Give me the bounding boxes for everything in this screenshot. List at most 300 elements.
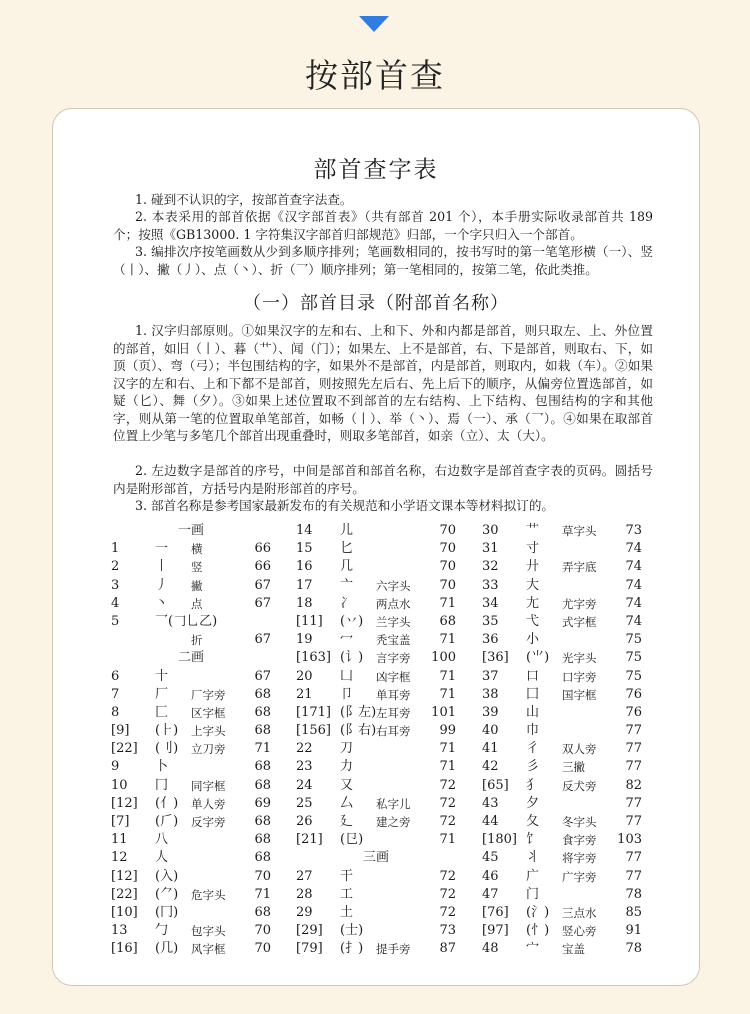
radical-number: 29 (296, 904, 313, 920)
radical-glyph: 宀 (526, 941, 540, 957)
page-number: 76 (625, 704, 642, 720)
radical-name: 六字头 (376, 578, 411, 593)
table-row (111, 540, 271, 558)
radical-name: 危字头 (191, 887, 226, 902)
page-number: 71 (439, 668, 456, 684)
radical-number: 2 (111, 559, 120, 575)
radical-name: 口字旁 (562, 669, 597, 684)
page-number: 75 (625, 650, 642, 666)
page-number: 74 (625, 577, 642, 593)
radical-glyph: (丷) (340, 613, 364, 629)
radical-glyph: 儿 (340, 523, 354, 538)
radical-glyph: 夂 (526, 814, 540, 829)
radical-number: [11] (296, 613, 323, 629)
page-number: 74 (625, 595, 642, 611)
table-row (111, 886, 271, 904)
table-row (111, 722, 271, 740)
intro-item-1: 1. 碰到不认识的字，按部首查字法查。 (135, 192, 353, 207)
radical-number: 20 (296, 668, 313, 684)
page-number: 68 (254, 850, 271, 866)
page-number: 71 (439, 595, 456, 611)
radical-glyph: 厂 (155, 686, 169, 702)
page-number: 72 (439, 777, 456, 793)
page-number: 77 (625, 723, 642, 739)
radical-number: 46 (482, 868, 499, 884)
radical-name: 建之旁 (376, 815, 411, 829)
table-row (111, 940, 271, 958)
radical-number: 38 (482, 686, 499, 702)
chevron-down-icon (359, 16, 389, 32)
table-row (482, 922, 642, 940)
table-row (482, 886, 642, 904)
radical-name: 竖 (191, 560, 203, 575)
table-row (482, 540, 642, 558)
radical-glyph: 卜 (155, 759, 169, 775)
radical-number: [21] (296, 832, 323, 848)
page-number: 66 (254, 541, 271, 557)
radical-glyph: 巾 (526, 723, 540, 739)
radical-glyph: 亠 (340, 577, 354, 593)
page-number: 67 (254, 577, 271, 593)
page-number: 68 (254, 904, 271, 920)
radical-glyph: 工 (340, 886, 354, 902)
table-row (111, 849, 271, 867)
section-title: （一）部首目录（附部首名称） (243, 293, 509, 314)
radical-number: 22 (296, 741, 313, 757)
radical-number: 8 (111, 704, 120, 720)
stroke-count-label: 二画 (177, 650, 204, 666)
page-number: 71 (439, 741, 456, 757)
radical-glyph: 艹 (526, 523, 540, 538)
table-row (296, 758, 456, 776)
rule-item-1: 1. 汉字归部原则。①如果汉字的左和右、上和下、外和内都是部首，则只取左、上、外位置的部首，如旧（丨）、暮（艹）、闻（门）；如果左、上不是部首，右、下是部首，则取右、下，如顶（页）、弯（弓）；半包围结构的字，如果外不是部首，内是部首，则取内，如栽（车）。②如果汉字的左和右、上和下都不是部首，则按照先左后右、先上后下的顺序，从偏旁位置选部首，如疑（匕）、舞（夕）。③如果上述位置取不到部首的左右结构、上下结构、包围结构的字和其他字，则从第一笔的位置取单笔部首，如畅（丨）、举（丶）、焉（一）、承（乛）。④如果在取部首位置上少笔与多笔几个部首出现重叠时，则取多笔部首，如亲（立）、太（大）。 (113, 323, 653, 443)
radical-glyph: (㔾) (340, 832, 364, 848)
radical-name: 将字旁 (562, 851, 597, 866)
table-row (482, 577, 642, 595)
table-row (296, 868, 456, 886)
radical-name: 秃宝盖 (376, 633, 411, 648)
radical-number: 9 (111, 759, 120, 775)
radical-number: [171] (296, 704, 331, 720)
stroke-count-heading (111, 522, 271, 540)
stroke-count-label: 一画 (177, 523, 204, 538)
table-row (111, 831, 271, 849)
radical-glyph: 冫 (340, 595, 354, 611)
radical-name: 双人旁 (562, 742, 597, 757)
radical-number: 37 (482, 668, 499, 684)
radical-number: 14 (296, 523, 313, 538)
table-row (482, 904, 642, 922)
radical-glyph: 山 (526, 704, 540, 720)
page-number: 71 (439, 632, 456, 648)
table-row (111, 922, 271, 940)
table-row (111, 813, 271, 831)
radical-glyph: 彡 (526, 759, 540, 775)
stroke-count-heading (296, 849, 456, 867)
table-row (111, 595, 271, 613)
radical-name: 提手旁 (376, 942, 411, 957)
page-number: 67 (254, 668, 271, 684)
table-row (296, 686, 456, 704)
radical-name: 包字头 (191, 924, 226, 939)
radical-glyph: 土 (340, 904, 354, 920)
radical-number: [180] (482, 832, 517, 848)
table-row (111, 758, 271, 776)
page-number: 78 (625, 886, 642, 902)
radical-glyph: (几) (155, 941, 179, 957)
radical-number: 40 (482, 723, 499, 739)
radical-name: 反犬旁 (562, 778, 597, 793)
table-row (482, 704, 642, 722)
page-number: 70 (254, 868, 271, 884)
page-number: 77 (625, 741, 642, 757)
radical-number: 42 (482, 759, 499, 775)
radical-number: [163] (296, 650, 331, 666)
document-title: 部首查字表 (313, 157, 439, 183)
radical-glyph: 卩 (340, 686, 354, 702)
document-card (52, 108, 700, 986)
table-row (482, 849, 642, 867)
radical-glyph: 几 (340, 559, 354, 575)
radical-number: 10 (111, 777, 128, 793)
table-row (482, 813, 642, 831)
page-number: 77 (625, 868, 642, 884)
radical-glyph: 十 (155, 668, 169, 684)
radical-number: 7 (111, 686, 120, 702)
radical-number: [22] (111, 886, 138, 902)
radical-number: 13 (111, 923, 128, 939)
table-row (296, 704, 456, 722)
page-number: 68 (254, 723, 271, 739)
page-number: 75 (625, 632, 642, 648)
table-row (296, 668, 456, 686)
radical-glyph: (讠) (340, 650, 364, 666)
radical-number: [12] (111, 868, 138, 884)
radical-name: 冬字头 (562, 815, 597, 829)
radical-glyph: 廾 (526, 559, 540, 575)
table-row (482, 758, 642, 776)
table-row (111, 777, 271, 795)
table-row (296, 795, 456, 813)
page-number: 77 (625, 850, 642, 866)
radical-number: 27 (296, 868, 313, 884)
radical-number: [12] (111, 795, 138, 811)
radical-number: 31 (482, 541, 499, 557)
radical-number: 16 (296, 559, 313, 575)
radical-glyph: (⺊) (155, 723, 179, 739)
radical-number: 35 (482, 613, 499, 629)
intro-item-3: 3. 编排次序按笔画数从少到多顺序排列；笔画数相同的，按书写时的第一笔笔形横（一）、竖（丨）、撇（丿）、点（丶）、折（乛）顺序排列；第一笔相同的，按第二笔，依此类推。 (113, 244, 653, 277)
radical-glyph: (亻) (155, 795, 179, 811)
radical-name: 食字旁 (562, 833, 597, 848)
radical-name: 左耳旁 (376, 705, 411, 720)
page-number: 71 (439, 686, 456, 702)
radical-number: 3 (111, 577, 120, 593)
radical-glyph: 匕 (340, 541, 354, 557)
page-number: 71 (439, 832, 456, 848)
radical-glyph: 冂 (155, 777, 169, 793)
radical-number: 25 (296, 795, 313, 811)
stroke-count-heading (111, 649, 271, 667)
table-row (296, 540, 456, 558)
page-number: 78 (625, 941, 642, 957)
radical-glyph: (忄) (526, 923, 550, 939)
table-row (111, 904, 271, 922)
radical-glyph: 凵 (340, 668, 354, 684)
table-row (296, 631, 456, 649)
radical-name: 上字头 (191, 724, 226, 739)
radical-glyph: 大 (526, 577, 540, 593)
radical-number: [9] (111, 723, 130, 739)
table-row (482, 631, 642, 649)
page-number: 72 (439, 886, 456, 902)
radical-glyph: 匚 (155, 704, 169, 720)
table-row (482, 686, 642, 704)
page-number: 101 (431, 704, 456, 720)
page-number: 70 (439, 577, 456, 593)
table-row (482, 595, 642, 613)
radical-number: 43 (482, 795, 499, 811)
page-number: 82 (625, 777, 642, 793)
page-number: 67 (254, 632, 271, 648)
radical-name: 反字旁 (191, 815, 226, 829)
radical-glyph: 勹 (155, 923, 169, 939)
radical-name: 广字旁 (562, 869, 597, 884)
page-number: 68 (254, 759, 271, 775)
page-number: 77 (625, 795, 642, 811)
radical-number: 39 (482, 704, 499, 720)
radical-glyph: 囗 (526, 686, 540, 702)
table-row (296, 922, 456, 940)
radical-glyph: 又 (340, 777, 354, 793)
intro-item-2: 2. 本表采用的部首依据《汉字部首表》（共有部首 201 个），本手册实际收录部首共 189 个；按照《GB13000. 1 字符集汉字部首归部规范》归部，一个字只归入一个部首。 (113, 209, 653, 242)
page-number: 72 (439, 795, 456, 811)
table-row (482, 649, 642, 667)
page-number: 87 (439, 941, 456, 957)
table-row (482, 777, 642, 795)
page-number: 70 (254, 941, 271, 957)
table-row (482, 522, 642, 540)
radical-number: 34 (482, 595, 499, 611)
radical-glyph: (𠂆) (155, 814, 179, 829)
table-row (296, 831, 456, 849)
radical-number: [10] (111, 904, 138, 920)
page-number: 68 (254, 777, 271, 793)
radical-number: [16] (111, 941, 138, 957)
radical-glyph: 弋 (526, 613, 540, 629)
radical-number: 17 (296, 577, 313, 593)
radical-number: [29] (296, 923, 323, 939)
page-number: 68 (254, 814, 271, 829)
rule-item-3: 3. 部首名称是参考国家最新发布的有关规范和小学语文课本等材料拟订的。 (135, 498, 555, 513)
page-number: 71 (254, 886, 271, 902)
table-row (296, 722, 456, 740)
page-number: 72 (439, 904, 456, 920)
radical-glyph: (阝左) (340, 704, 377, 720)
radical-number: 41 (482, 741, 499, 757)
radical-glyph: (士) (340, 923, 364, 939)
radical-number: 6 (111, 668, 120, 684)
radical-number: 21 (296, 686, 313, 702)
radical-name: 单耳旁 (376, 687, 411, 702)
page-number: 85 (625, 904, 642, 920)
table-row (296, 904, 456, 922)
radical-name: 竖心旁 (562, 924, 597, 939)
page-number: 70 (439, 559, 456, 575)
radical-name: 区字框 (191, 705, 226, 720)
rule-item-2: 2. 左边数字是部首的序号，中间是部首和部首名称，右边数字是部首查字表的页码。圆括号内是附形部首，方括号内是附形部首的序号。 (113, 463, 653, 496)
table-row (111, 613, 271, 631)
page-number: 77 (625, 814, 642, 829)
radical-name: 撇 (191, 578, 203, 593)
table-row (111, 558, 271, 576)
radical-glyph: (冂) (155, 904, 179, 920)
radical-glyph: 门 (526, 886, 540, 902)
radical-number: 36 (482, 632, 499, 648)
radical-glyph: (刂) (155, 741, 179, 757)
page-number: 70 (254, 923, 271, 939)
radical-name: 风字框 (191, 942, 226, 957)
radical-glyph: 彳 (526, 741, 540, 757)
radical-number: 11 (111, 832, 128, 848)
table-row (296, 649, 456, 667)
page-number: 68 (254, 686, 271, 702)
page-number: 74 (625, 559, 642, 575)
page-number: 69 (254, 795, 271, 811)
radical-number: 28 (296, 886, 313, 902)
page-number: 73 (439, 923, 456, 939)
radical-name: 右耳旁 (376, 724, 411, 739)
radical-number: 12 (111, 850, 128, 866)
radical-number: [7] (111, 814, 130, 829)
radical-number: 1 (111, 541, 120, 557)
radical-name: 点 (191, 596, 203, 611)
radical-name: 兰字头 (376, 614, 411, 629)
radical-number: 24 (296, 777, 313, 793)
table-row (111, 668, 271, 686)
radical-name: 折 (191, 633, 203, 648)
radical-glyph: (氵) (526, 904, 550, 920)
table-row (482, 668, 642, 686)
radical-name: 三撇 (562, 760, 585, 775)
radical-name: 式字框 (562, 614, 597, 629)
radical-number: [36] (482, 650, 509, 666)
table-row (482, 740, 642, 758)
radical-name: 立刀旁 (191, 742, 226, 757)
page-title: 按部首查 (305, 56, 445, 95)
radical-number: [79] (296, 941, 323, 957)
radical-column-1 (111, 522, 271, 959)
table-row (296, 522, 456, 540)
page-number: 71 (439, 759, 456, 775)
radical-name: 宝盖 (562, 942, 585, 957)
radical-glyph: 丿 (155, 577, 169, 593)
table-row (111, 740, 271, 758)
radical-glyph: 刀 (340, 741, 354, 757)
radical-glyph: 力 (340, 759, 354, 775)
radical-glyph: 口 (526, 668, 540, 684)
page-number: 70 (439, 523, 456, 538)
table-row (111, 795, 271, 813)
table-row (296, 777, 456, 795)
table-row (296, 595, 456, 613)
page-number: 68 (439, 613, 456, 629)
radical-column-3 (482, 522, 642, 959)
table-row (482, 940, 642, 958)
radical-number: 30 (482, 523, 499, 538)
page-number: 66 (254, 559, 271, 575)
radical-glyph: 尢 (526, 595, 540, 611)
radical-name: 横 (191, 542, 203, 557)
table-row (111, 868, 271, 886)
radical-glyph: (入) (155, 868, 179, 884)
table-row (111, 686, 271, 704)
page-number: 77 (625, 759, 642, 775)
radical-number: 26 (296, 814, 313, 829)
radical-glyph: (⺈) (155, 886, 179, 902)
table-row (296, 740, 456, 758)
radical-glyph: 冖 (340, 632, 354, 648)
radical-glyph: 乛(𠃌乚乙) (155, 613, 218, 629)
table-row (482, 558, 642, 576)
radical-glyph: 饣 (526, 832, 540, 848)
radical-glyph: 犭 (526, 777, 540, 793)
radical-glyph: 寸 (526, 541, 540, 557)
radical-name: 言字旁 (376, 651, 411, 666)
radical-number: 32 (482, 559, 499, 575)
table-row (296, 940, 456, 958)
table-row (482, 831, 642, 849)
table-row (296, 577, 456, 595)
stroke-count-label: 三画 (362, 850, 389, 866)
radical-number: 15 (296, 541, 313, 557)
radical-number: 48 (482, 941, 499, 957)
radical-glyph: 夕 (526, 795, 540, 811)
radical-glyph: 厶 (340, 795, 354, 811)
page-number: 74 (625, 541, 642, 557)
radical-number: 47 (482, 886, 499, 902)
table-row (482, 613, 642, 631)
radical-glyph: (⺌) (526, 650, 550, 666)
radical-name: 单人旁 (191, 796, 226, 811)
radical-number: 23 (296, 759, 313, 775)
page-number: 75 (625, 668, 642, 684)
radical-glyph: (扌) (340, 941, 364, 957)
page-number: 71 (254, 741, 271, 757)
radical-glyph: 广 (526, 868, 540, 884)
radical-name: 尤字旁 (562, 596, 597, 611)
radical-name: 草字头 (562, 524, 597, 538)
radical-column-2 (296, 522, 456, 959)
radical-name: 厂字旁 (191, 687, 226, 702)
table-row (482, 795, 642, 813)
radical-glyph: 干 (340, 868, 354, 884)
radical-glyph: 丶 (155, 595, 169, 611)
radical-glyph: 丨 (155, 559, 169, 575)
table-row (111, 704, 271, 722)
radical-name: 光字头 (562, 651, 597, 666)
radical-number: [22] (111, 741, 138, 757)
radical-number: 4 (111, 595, 120, 611)
radical-number: [97] (482, 923, 509, 939)
radical-name: 两点水 (376, 596, 411, 611)
page-number: 76 (625, 686, 642, 702)
radical-number: 18 (296, 595, 313, 611)
radical-number: [76] (482, 904, 509, 920)
radical-number: 19 (296, 632, 313, 648)
radical-name: 私字儿 (376, 796, 411, 811)
radical-glyph: 小 (526, 632, 540, 648)
